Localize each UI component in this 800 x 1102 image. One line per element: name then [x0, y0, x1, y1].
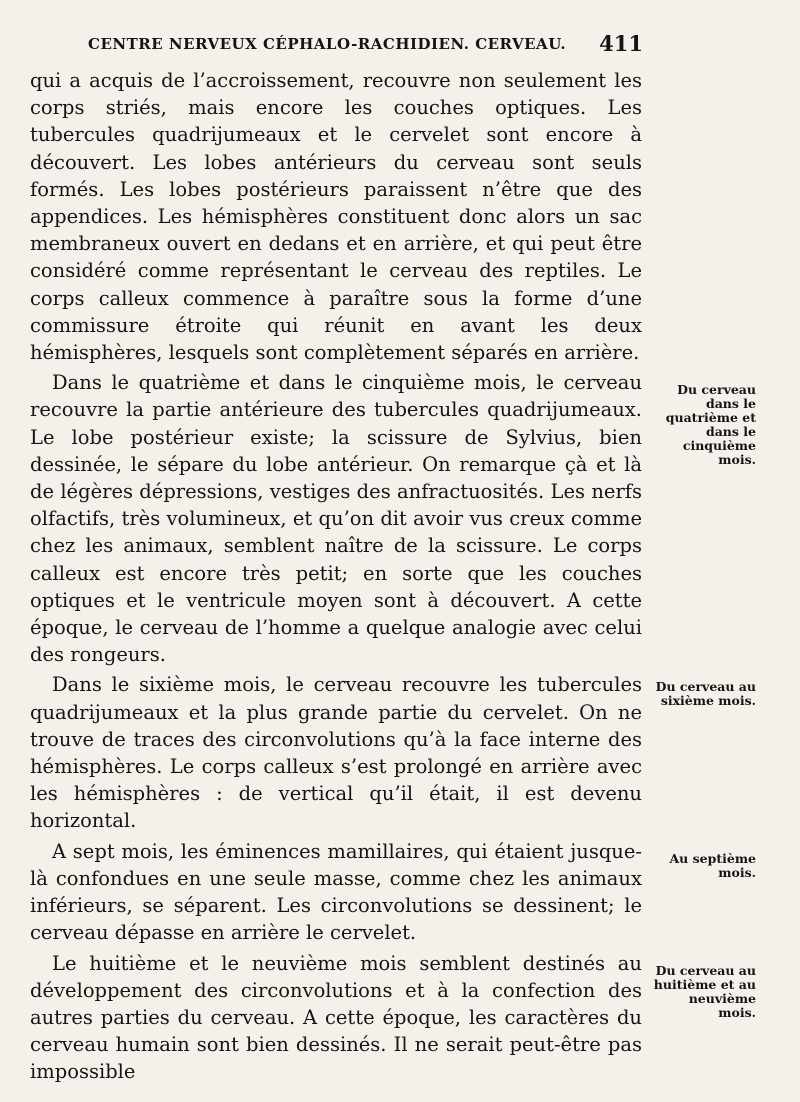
paragraph-seventh-month: A sept mois, les éminences mamillaires, qui étaient jusque-là confondues en une seule masse, comme chez les animaux inférieurs, se séparent. Les circonvolutions se dessinent; le cerveau dépasse en arrière le cervelet.	[30, 839, 642, 945]
body-text	[30, 67, 642, 1089]
margin-note-fourth-fifth-month: Du cerveau dans le quatrième et dans le cinquième mois.	[665, 382, 756, 467]
paragraph-continued: qui a acquis de l’accroissement, recouvre non seulement les corps striés, mais encore les couches optiques. Les tubercules quadrijumeaux et le cervelet sont encore à découvert. Les lobes antérieurs du cerveau sont seuls formés. Les lobes postérieurs paraissent n’être que des appendices. Les hémisphères constituent donc alors un sac membraneux ouvert en dedans et en arrière, et qui peut être considéré comme représentant le cerveau des reptiles. Le corps calleux commence à paraître sous la forme d’une commissure étroite qui réunit en avant les deux hémisphères, lesquels sont complètement séparés en arrière.	[30, 69, 642, 365]
running-title: CENTRE NERVEUX CÉPHALO-RACHIDIEN. CERVEAU.	[88, 35, 567, 53]
page-header	[88, 33, 643, 59]
margin-note-eighth-ninth-month: Du cerveau au huitième et au neuvième mois.	[653, 963, 756, 1020]
margin-note-sixth-month: Du cerveau au sixième mois.	[655, 679, 756, 708]
paragraph-fourth-fifth-month: Dans le quatrième et dans le cinquième mois, le cerveau recouvre la partie antérieure des tubercules quadrijumeaux. Le lobe postérieur existe; la scissure de Sylvius, bien dessinée, le sépare du lobe antérieur. On remarque çà et là de légères dépressions, vestiges des anfractuosités. Les nerfs olfactifs, très volumineux, et qu’on dit avoir vus creux comme chez les animaux, semblent naître de la scissure. Le corps calleux est encore très petit; en sorte que les couches optiques et le ventricule moyen sont à découvert. A cette époque, le cerveau de l’homme a quelque analogie avec celui des rongeurs.	[30, 371, 642, 667]
margin-note-seventh-month: Au septième mois.	[669, 851, 756, 880]
page-number: 411	[599, 31, 643, 56]
paragraph-eighth-ninth-month: Le huitième et le neuvième mois semblent destinés au développement des circonvolutions et à la confection des autres parties du cerveau. A cette époque, les caractères du cerveau humain sont bien dessinés. Il ne serait peut-être pas impossible	[30, 951, 642, 1084]
paragraph-sixth-month: Dans le sixième mois, le cerveau recouvre les tubercules quadrijumeaux et la plus grande partie du cervelet. On ne trouve de traces des circonvolutions qu’à la face interne des hémisphères. Le corps calleux s’est prolongé en arrière avec les hémisphères : de vertical qu’il était, il est devenu horizontal.	[30, 673, 642, 833]
